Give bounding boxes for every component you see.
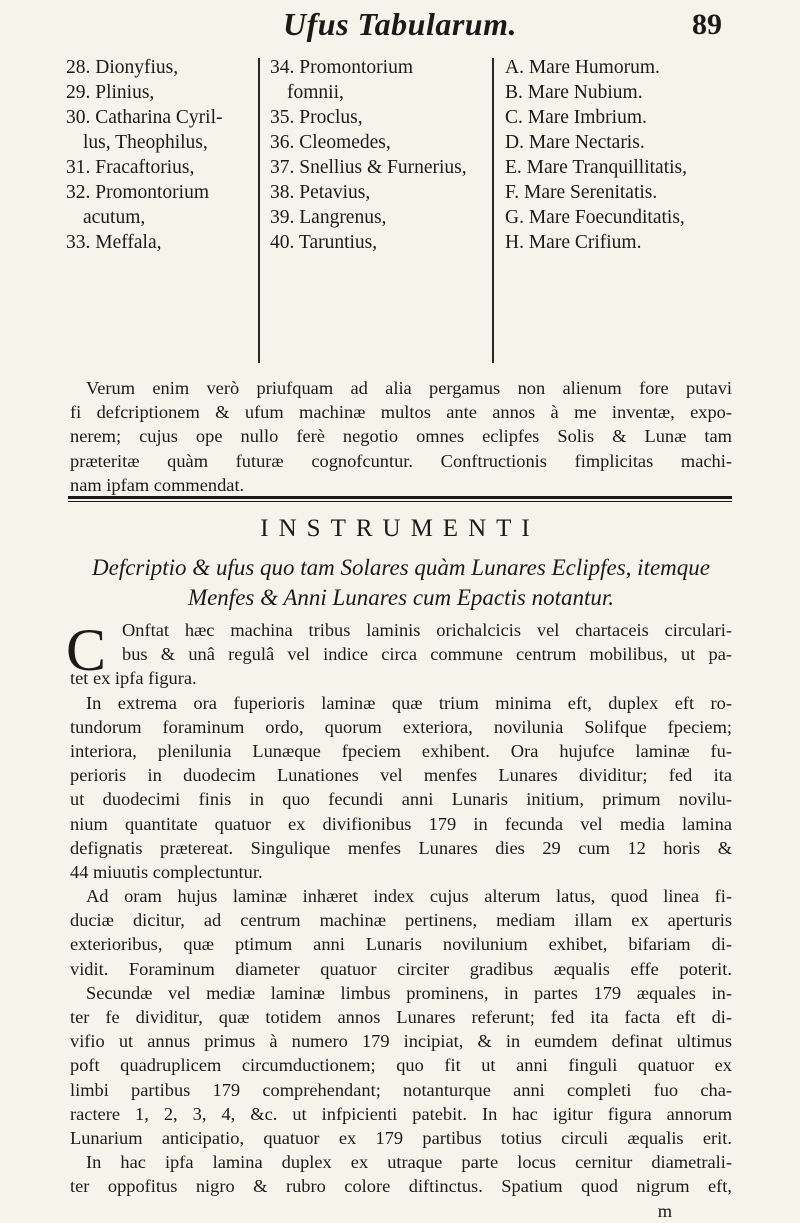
section-subtitle xyxy=(70,553,732,613)
list-item: 34. Promontorium xyxy=(270,57,414,78)
section-title: INSTRUMENTI xyxy=(260,515,540,542)
list-item: 28. Dionyfius, xyxy=(66,57,179,78)
text-line: In extrema ora fuperioris laminæ quæ trium minima eft, duplex eft ro- xyxy=(86,692,732,713)
text-line: ut duodecimi finis in quo fecundi anni Lunaris initium, primum novilu- xyxy=(70,789,732,810)
catchword: m xyxy=(657,1200,672,1221)
text-line: Secundæ vel mediæ laminæ limbus prominens, in partes 179 æquales in- xyxy=(86,982,732,1003)
text-line: Verum enim verò priufquam ad alia pergamus non alienum fore putavi xyxy=(86,378,732,398)
text-line: vifio ut annus primus à numero 179 incipiat, & in eumdem definat ultimus xyxy=(70,1031,732,1052)
text-line: fi defcriptionem & ufum machinæ multos ante annos à me inventæ, expo- xyxy=(70,402,732,423)
text-line: ractere 1, 2, 3, 4, &c. ut infpicienti patebit. In hac igitur figura annorum xyxy=(70,1103,732,1124)
list-item: 31. Fracaftorius, xyxy=(66,157,195,178)
list-item: D. Mare Nectaris. xyxy=(505,132,645,153)
index-column-2 xyxy=(270,55,490,255)
page-number: 89 xyxy=(692,8,722,41)
text-line: perioris in duodecim Lunationes vel menfes Lunares dividitur; fed ita xyxy=(70,765,732,786)
index-column-3 xyxy=(505,55,765,255)
text-line: Lunarium anticipatio, quatuor ex 179 partibus totius circuli æqualis erit. xyxy=(70,1127,732,1148)
list-item: 37. Snellius & Furnerius, xyxy=(270,157,467,178)
text-line: præteritæ quàm futuræ cognofcuntur. Conftructionis fimplicitas machi- xyxy=(70,450,732,471)
list-item: 29. Plinius, xyxy=(66,82,155,103)
list-item: B. Mare Nubium. xyxy=(505,82,643,103)
body-text xyxy=(70,618,732,1223)
text-line: bus & unâ regulâ vel indice circa commune centrum mobilibus, ut pa- xyxy=(122,644,732,665)
list-item: acutum, xyxy=(83,207,146,228)
text-line: poft quadruplicem circumductionem; quo fit ut anni finguli quatuor ex xyxy=(70,1055,732,1076)
list-item: 35. Proclus, xyxy=(270,107,363,128)
text-line: In hac ipfa lamina duplex ex utraque parte locus cernitur diametrali- xyxy=(86,1152,732,1173)
text-line: duciæ dicitur, ad centrum machinæ pertinens, mediam illam ex aperturis xyxy=(70,910,732,931)
column-divider xyxy=(492,58,494,363)
list-item: 36. Cleomedes, xyxy=(270,132,391,153)
text-line: Ad oram hujus laminæ inhæret index cujus alterum latus, quod linea fi- xyxy=(86,886,732,907)
text-line: tet ex ipfa figura. xyxy=(70,668,197,689)
intro-paragraph xyxy=(70,376,732,497)
text-line: nam ipfam commendat. xyxy=(70,474,245,495)
list-item: 39. Langrenus, xyxy=(270,207,387,228)
list-item: A. Mare Humorum. xyxy=(505,57,660,78)
subtitle-line: Menfes & Anni Lunares cum Epactis notantur. xyxy=(187,585,615,610)
list-item: H. Mare Crifium. xyxy=(505,232,642,253)
text-line: ter fe dividitur, quæ totidem annos Lunares referunt; fed ita facta eft di- xyxy=(70,1007,732,1027)
index-column-1 xyxy=(66,55,246,255)
text-line: exterioribus, quæ ptimum anni Lunaris novilunium exhibet, bifariam di- xyxy=(70,934,732,955)
section-rule xyxy=(68,496,732,502)
text-line: vidit. Foraminum diameter quatuor circiter gradibus æqualis effe poterit. xyxy=(70,958,732,979)
text-line: Onftat hæc machina tribus laminis orichalcicis vel chartaceis circulari- xyxy=(122,620,732,640)
list-item: lus, Theophilus, xyxy=(83,132,208,153)
text-line: interiora, plenilunia Lunæque fpeciem exhibent. Ora hujufce laminæ fu- xyxy=(70,740,732,761)
text-line: defignatis prætereat. Singulique menfes Lunares dies 29 cum 12 horis & xyxy=(70,837,732,858)
text-line: ter oppofitus nigro & rubro colore diftinctus. Spatium quod nigrum eft, xyxy=(70,1176,732,1197)
text-line: nerem; cujus ope nullo ferè negotio omnes eclipfes Solis & Lunæ tam xyxy=(70,426,732,447)
text-line: tundorum foraminum ordo, quorum exteriora, novilunia Solifque fpeciem; xyxy=(70,716,732,737)
list-item: 30. Catharina Cyril- xyxy=(66,107,223,128)
column-divider xyxy=(258,58,260,363)
text-line: nium quantitate quatuor ex divifionibus 179 in fecunda vel media lamina xyxy=(70,813,732,834)
list-item: E. Mare Tranquillitatis, xyxy=(505,157,687,178)
list-item: 40. Taruntius, xyxy=(270,232,378,253)
subtitle-line: Defcriptio & ufus quo tam Solares quàm Lunares Eclipfes, itemque xyxy=(92,555,710,580)
text-line: limbi partibus 179 comprehendant; notanturque anni completi fuo cha- xyxy=(70,1079,732,1100)
list-item: fomnii, xyxy=(287,82,344,103)
drop-cap: C xyxy=(66,617,107,683)
list-item: F. Mare Serenitatis. xyxy=(505,182,658,203)
running-title: Ufus Tabularum. xyxy=(283,6,517,42)
list-item: 33. Meffala, xyxy=(66,232,162,253)
list-item: C. Mare Imbrium. xyxy=(505,107,647,128)
list-item: 38. Petavius, xyxy=(270,182,371,203)
text-line: 44 miuutis complectuntur. xyxy=(70,861,263,882)
list-item: 32. Promontorium xyxy=(66,182,210,203)
list-item: G. Mare Foecunditatis, xyxy=(505,207,685,228)
